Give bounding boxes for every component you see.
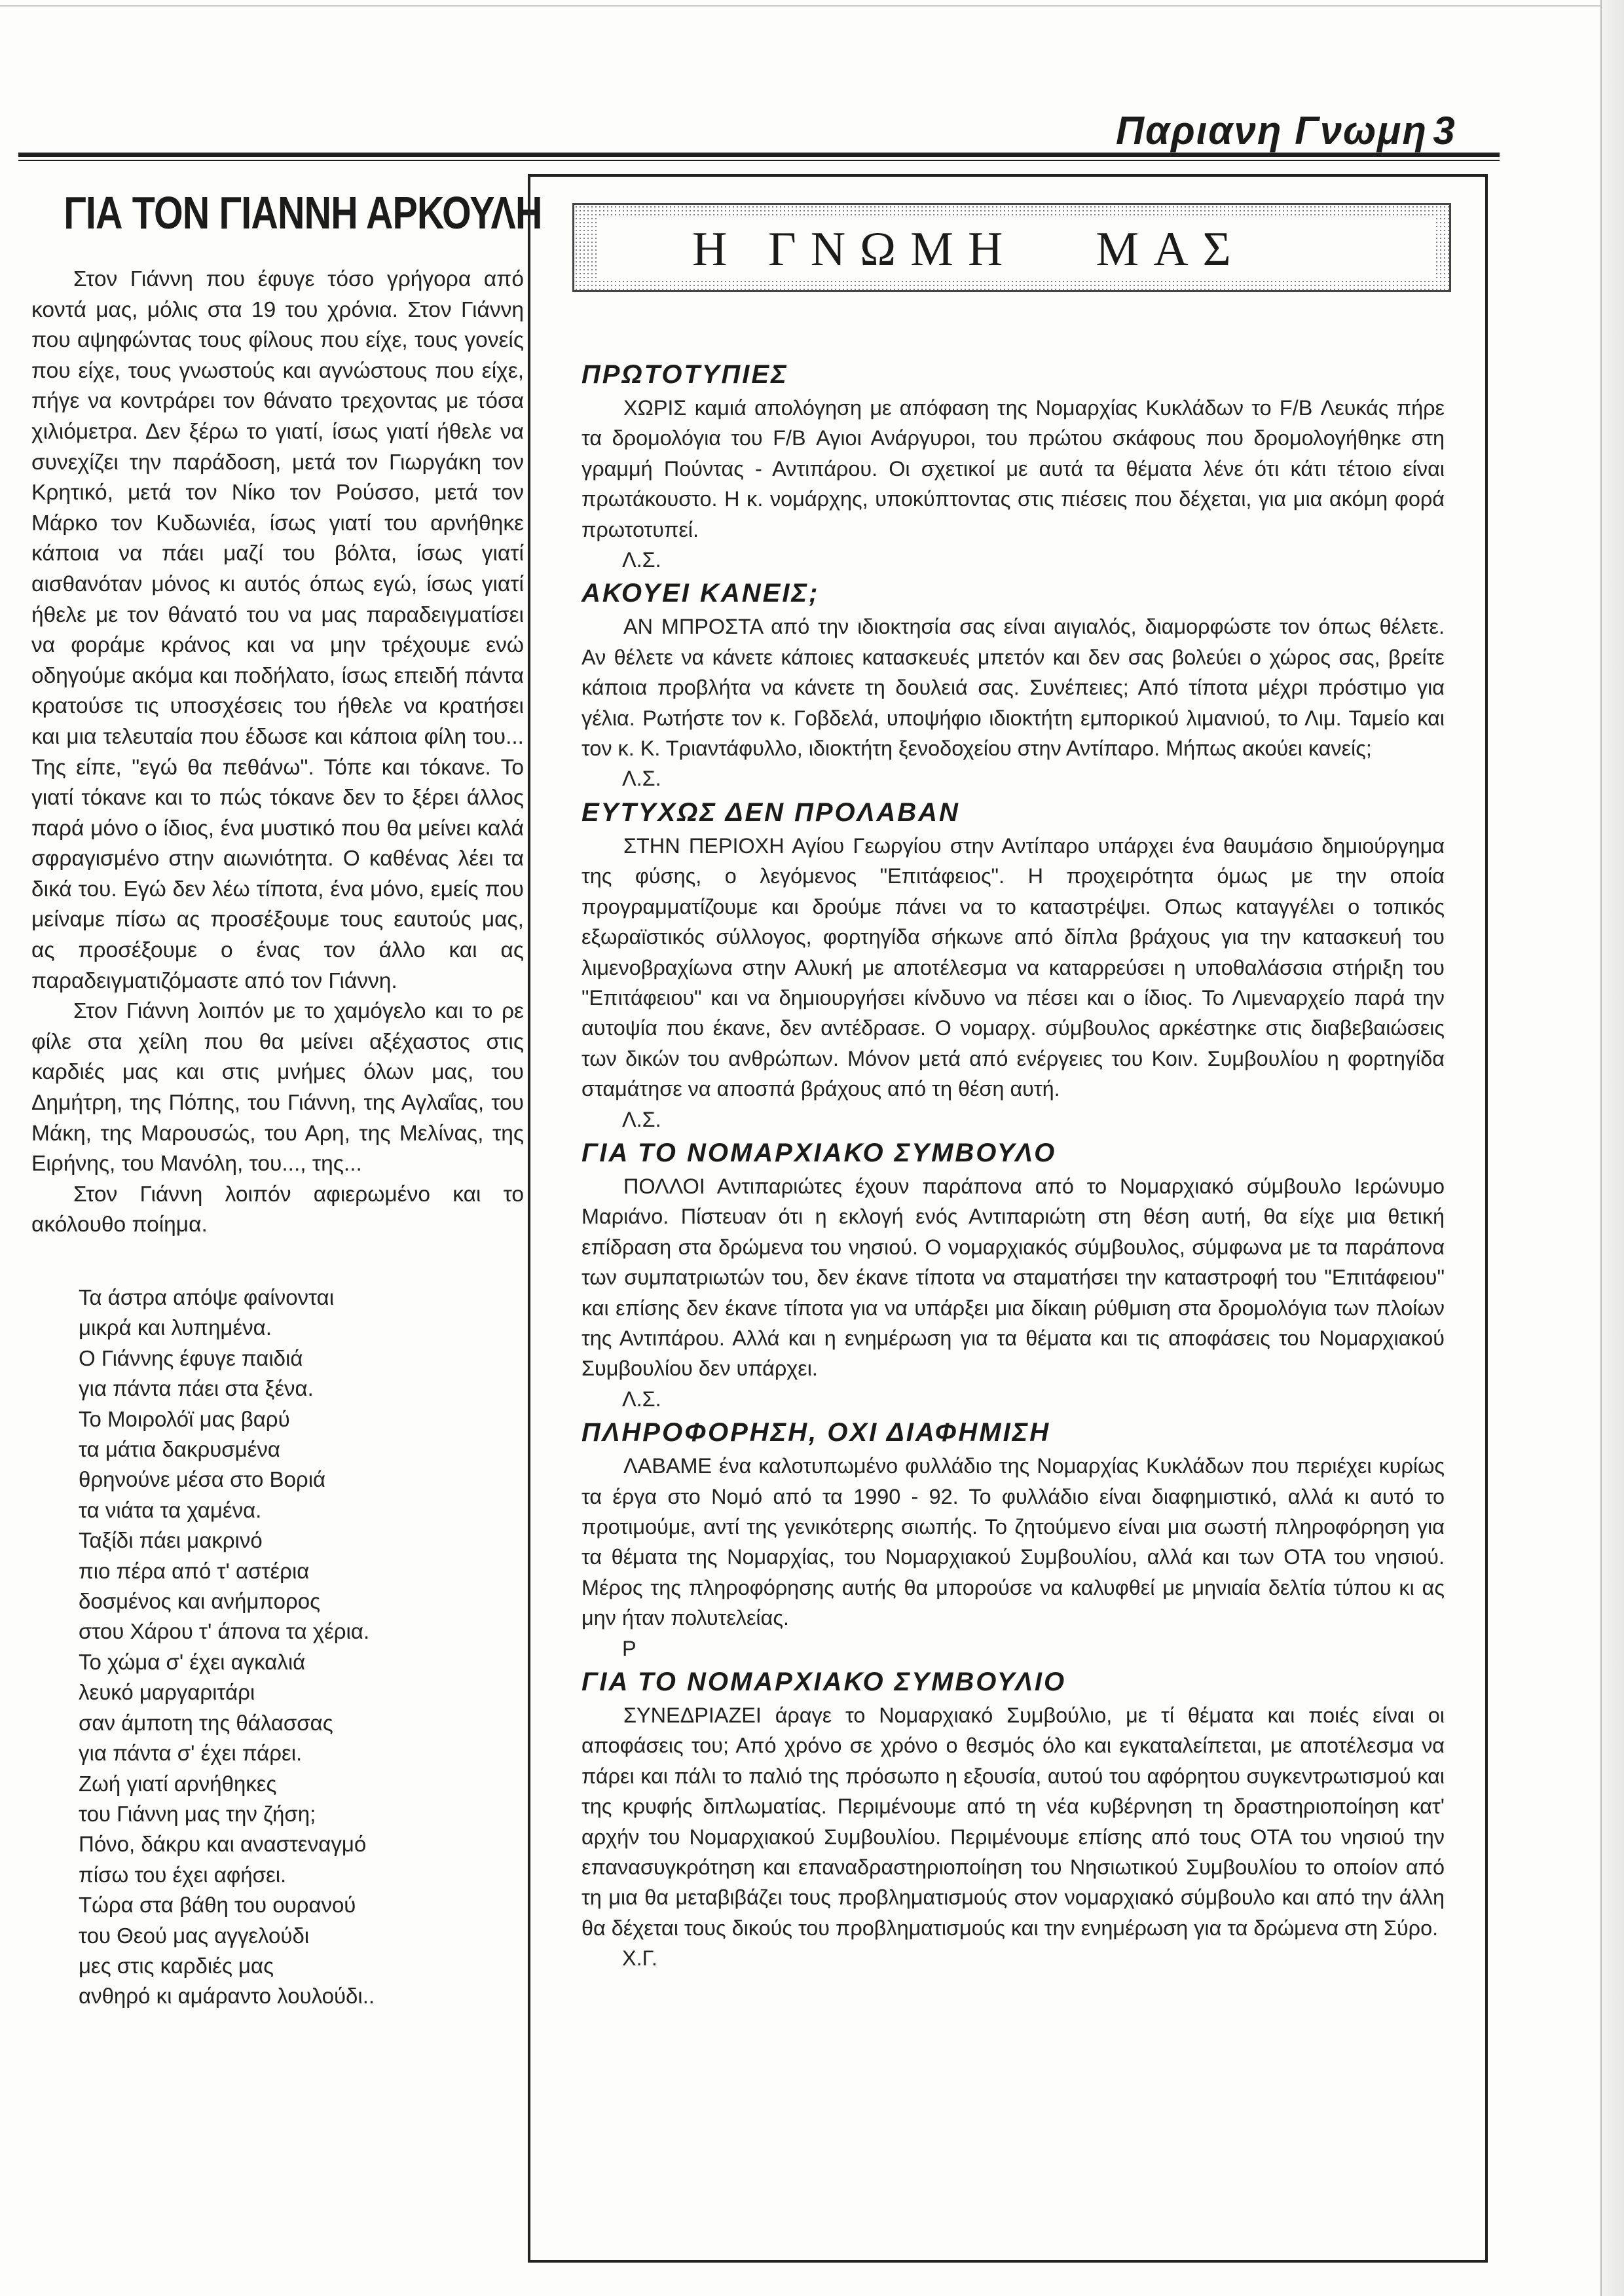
poem-line: του Θεού μας αγγελούδι [79,1923,310,1948]
left-article [31,185,542,2012]
page-top-edge [0,5,1624,7]
poem [31,1283,524,2012]
article-signature: Λ.Σ. [622,1387,661,1411]
poem-line: του Γιάννη μας την ζήση; [79,1801,316,1826]
article-signature: Χ.Γ. [622,1946,657,1971]
article-heading: ΑΚΟΥΕΙ ΚΑΝΕΙΣ; [581,579,820,608]
banner-title [574,205,1453,294]
article-body: ΛΑΒΑΜΕ ένα καλοτυπωμένο φυλλάδιο της Νομαρχίας Κυκλάδων που περιέχει κυρίως τα έργα στο Νομό από τα 1990 - 92. Το φυλλάδιο είναι διαφημιστικό, αλλά κι αυτό το προτιμούμε, αντί της γενικότερης σιωπής. Το ζητούμενο είναι μια σωστή πληροφόρηση για τα θέματα της Νομαρχίας, του Νομαρχιακού Συμβουλίου, αλλά και των ΟΤΑ του νησιού. Μέρος της πληροφόρησης αυτής θα μπορούσε να καλυφθεί με μηνιαία δελτία τύπου κι ας μην ήταν πολυτελείας. [581,1454,1445,1630]
article-body: ΣΤΗΝ ΠΕΡΙΟΧΗ Αγίου Γεωργίου στην Αντίπαρο υπάρχει ένα θαυμάσιο δημιούργημα της φύσης, ο λεγόμενος "Επιτάφειος". Η προχειρότητα όμως με την οποία προγραμματίζουμε και δρούμε πάνει να το καταστρέψει. Οπως καταγγέλει ο τοπικός εξωραϊστικός σύλλογος, φορτηγίδα σήκωνε από δίπλα βράχους για την κατασκευή του λιμενοβραχίωνα στην Αλυκή με αποτέλεσμα να καταρρεύσει η υποθαλάσσια στήριξη του "Επιτάφειου" και να δημιουργήσει κίνδυνο να πέσει και ο ίδιος. Το Λιμεναρχείο παρά την αυτοψία που έκανε, δεν αντέδρασε. Ο νομαρχ. σύμβουλος αρκέστηκε στις διαβεβαιώσεις των δικών του ανθρώπων. Μόνον μετά από ενέργειες του Κοιν. Συμβουλίου η φορτηγίδα σταμάτησε να αποσπά βράχους από τη θέση αυτή. [581,833,1445,1101]
article-body: ΠΟΛΛΟΙ Αντιπαριώτες έχουν παράπονα από το Νομαρχιακό σύμβουλο Ιερώνυμο Μαριάνο. Πίστευαν ότι η εκλογή ενός Αντιπαριώτη στη θέση αυτή, θα είχε μια θετική επίδραση στα δρώμενα του νησιού. Ο νομαρχιακός σύμβουλος, σύμφωνα με τα παράπονα των συμπατριωτών του, δεν έκανε τίποτα να σταματήσει την καταστροφή του "Επιτάφειου" και επίσης δεν έκανε τίποτα για να υπάρξει μια δίκαιη ρύθμιση στα δρομολόγια των πλοίων της Αντιπάρου. Αλλά και η ενημέρωση για τα θέματα και τις αποφάσεις του Νομαρχιακού Συμβουλίου δεν υπάρχει. [581,1174,1445,1381]
page-number: 3 [1433,109,1455,153]
opinion-banner [572,203,1451,292]
poem-line: στου Χάρου τ' άπονα τα χέρια. [79,1619,370,1644]
poem-line: πίσω του έχει αφήσει. [79,1862,287,1887]
opinion-box [528,174,1488,2263]
article-heading: ΠΡΩΤΟΤΥΠΙΕΣ [581,360,788,389]
article-heading: ΠΛΗΡΟΦΟΡΗΣΗ, ΟΧΙ ΔΙΑΦΗΜΙΣΗ [581,1418,1051,1448]
left-paragraph: Στον Γιάννη λοιπόν με το χαμόγελο και το ρε φίλε στα χείλη που θα μείνει αξέχαστος στις καρδιές μας και στις μνήμες όλων μας, του Δημήτρη, της Πόπης, του Γιάννη, της Αγλαΐας, του Μάκη, της Μαρουσώς, του Αρη, της Μελίνας, της Ειρήνης, του Μανόλη, του..., της... [31,999,524,1176]
left-article-body [31,264,524,1241]
header-rule-thin [18,160,1500,161]
article-heading: ΕΥΤΥΧΩΣ ΔΕΝ ΠΡΟΛΑΒΑΝ [581,797,960,827]
poem-line: λευκό μαργαριτάρι [79,1680,255,1705]
article-signature: Λ.Σ. [622,548,661,572]
article-item [581,359,1445,575]
article-heading: ΓΙΑ ΤΟ ΝΟΜΑΡΧΙΑΚΟ ΣΥΜΒΟΥΛΙΟ [581,1667,1067,1697]
poem-line: για πάντα σ' έχει πάρει. [79,1741,303,1766]
poem-line: Πόνο, δάκρυ και αναστεναγμό [79,1832,367,1857]
article-item [581,797,1445,1135]
poem-line: μικρά και λυπημένα. [79,1315,272,1340]
poem-line: δοσμένος και ανήμπορος [79,1589,321,1614]
poem-line: Το Μοιρολόϊ μας βαρύ [79,1406,290,1431]
poem-line: Τα άστρα απόψε φαίνονται [79,1285,335,1309]
article-item [581,1666,1445,1974]
poem-line: Τώρα στα βάθη του ουρανού [79,1893,356,1918]
poem-line: τα μάτια δακρυσμένα [79,1437,280,1462]
article-item [581,577,1445,793]
article-signature: Λ.Σ. [622,767,661,791]
article-item [581,1137,1445,1414]
poem-line: ανθηρό κι αμάραντο λουλούδι.. [79,1984,375,2009]
poem-line: σαν άμποτη της θάλασσας [79,1710,333,1735]
poem-line: Ταξίδι πάει μακρινό [79,1528,263,1553]
opinion-articles [581,359,1445,1977]
poem-line: θρηνούνε μέσα στο Βοριά [79,1467,326,1492]
page-binding-edge [1600,0,1624,2296]
poem-line: Το χώμα σ' έχει αγκαλιά [79,1649,306,1674]
header-rule [18,153,1500,157]
poem-line: για πάντα πάει στα ξένα. [79,1376,314,1401]
poem-line: τα νιάτα τα χαμένα. [79,1497,262,1522]
article-body: ΑΝ ΜΠΡΟΣΤΑ από την ιδιοκτησία σας είναι αιγιαλός, διαμορφώστε τον όπως θέλετε. Αν θέλετε να κάνετε κάποιες κατασκευές μπετόν και δεν σας βολεύει ο χώρος σας, βρείτε κάποια προβλήτα να κάνετε τη δουλειά σας. Συνέπειες; Από τίποτα μέχρι πρόστιμο για γέλια. Ρωτήστε τον κ. Γοβδελά, υποψήφιο ιδιοκτήτη εμπορικού λιμανιού, το Λιμ. Ταμείο και τον κ. Κ. Τριαντάφυλλο, ιδιοκτήτη ξενοδοχείου στην Αντίπαρο. Μήπως ακούει κανείς; [581,615,1445,761]
poem-line: μες στις καρδιές μας [79,1953,274,1978]
left-article-title: ΓΙΑ ΤΟΝ ΓΙΑΝΝΗ ΑΡΚΟΥΛΗ [64,187,542,238]
article-heading: ΓΙΑ ΤΟ ΝΟΜΑΡΧΙΑΚΟ ΣΥΜΒΟΥΛΟ [581,1138,1057,1167]
banner-word: Η ΓΝΩΜΗ [692,223,1018,276]
poem-line: Ο Γιάννης έφυγε παιδιά [79,1345,303,1370]
newspaper-title: Παριανη Γνωμη [1115,109,1428,153]
left-paragraph: Στον Γιάννη λοιπόν αφιερωμένο και το ακόλουθο ποίημα. [31,1182,524,1237]
article-body: ΣΥΝΕΔΡΙΑΖΕΙ άραγε το Νομαρχιακό Συμβούλιο, με τί θέματα και ποιές είναι οι αποφάσεις του; Από χρόνο σε χρόνο ο θεσμός όλο και εγκαταλείπεται, με αποτέλεσμα να πάρει και πάλι το παλιό της πρόσωπο η εξουσία, αυτού του αφόρητου συγκεντρωτισμού και της κρυφής διπλωματίας. Περιμένουμε από τη νέα κυβέρνηση τη δραστηριοποίηση κατ' αρχήν του Νομαρχιακού Συμβουλίου. Περιμένουμε επίσης από τους ΟΤΑ του νησιού την επανασυγκρότηση και επαναδραστηριοποίηση του Νησιωτικού Συμβουλίου το οποίον από τη μια θα μεταβιβάζει τους προβληματισμούς στον νομαρχιακό σύμβουλο και από την άλλη θα δέχεται τους δικούς του προβληματισμούς και την ενημέρωση για τα δρώμενα στη Σύρο. [581,1704,1445,1940]
banner-word: ΜΑΣ [1096,223,1246,276]
article-item [581,1417,1445,1664]
article-signature: Λ.Σ. [622,1107,661,1131]
article-body: ΧΩΡΙΣ καμιά απολόγηση με απόφαση της Νομαρχίας Κυκλάδων το F/B Λευκάς πήρε τα δρομολόγια του F/B Αγιοι Ανάργυροι, του πρώτου σκάφους που δρομολογήθηκε στη γραμμή Πούντας - Αντιπάρου. Οι σχετικοί με αυτά τα θέματα λένε ότι κάτι τέτοιο είναι πρωτάκουστο. Η κ. νομάρχης, υποκύπτοντας στις πιέσεις που δέχεται, για μια ακόμη φορά πρωτοτυπεί. [581,396,1445,541]
left-paragraph: Στον Γιάννη που έφυγε τόσο γρήγορα από κοντά μας, μόλις στα 19 του χρόνια. Στον Γιάννη που αψηφώντας τους φίλους που είχε, τους γονείς που είχε, τους γνωστούς και αγνώστους που είχε, πήγε να κοντράρει τον θάνατο τρεχοντας με τόσα χιλιόμετρα. Δεν ξέρω το γιατί, ίσως γιατί ήθελε να συνεχίζει την παράδοση, μετά τον Γιωργάκη τον Κρητικό, μετά τον Νίκο τον Ρούσσο, μετά τον Μάρκο τον Κυδωνιέα, ίσως γιατί του αρνήθηκε κάποια να πάει μαζί του βόλτα, ίσως γιατί αισθανόταν μόνος κι αυτός όπως εγώ, ίσως γιατί ήθελε με τον θάνατό του να μας παραδειγματίσει να φοράμε κράνος και να μην τρέχουμε ενώ οδηγούμε ακόμα και ποδήλατο, ίσως επειδή πάντα κρατούσε τις υποσχέσεις του ήθελε να κρατήσει και μια τελευταία που έδωσε και κάποια φίλη του... Της είπε, "εγώ θα πεθάνω". Τόπε και τόκανε. Το γιατί τόκανε και το πώς τόκανε δεν το ξέρει άλλος παρά μόνο ο ίδιος, ένα μυστικό που θα μείνει καλά σφραγισμένο στην αιωνιότητα. Ο καθένας λέει τα δικά του. Εγώ δεν λέω τίποτα, ένα μόνο, εμείς που μείναμε πίσω ας προσέξουμε τους εαυτούς μας, ας προσέξουμε ο ένας τον άλλο και ας παραδειγματιζόμαστε από τον Γιάννη. [31,267,524,993]
article-signature: Ρ [622,1636,637,1660]
poem-line: πιο πέρα από τ' αστέρια [79,1558,310,1583]
poem-line: Ζωή γιατί αρνήθηκες [79,1771,277,1796]
